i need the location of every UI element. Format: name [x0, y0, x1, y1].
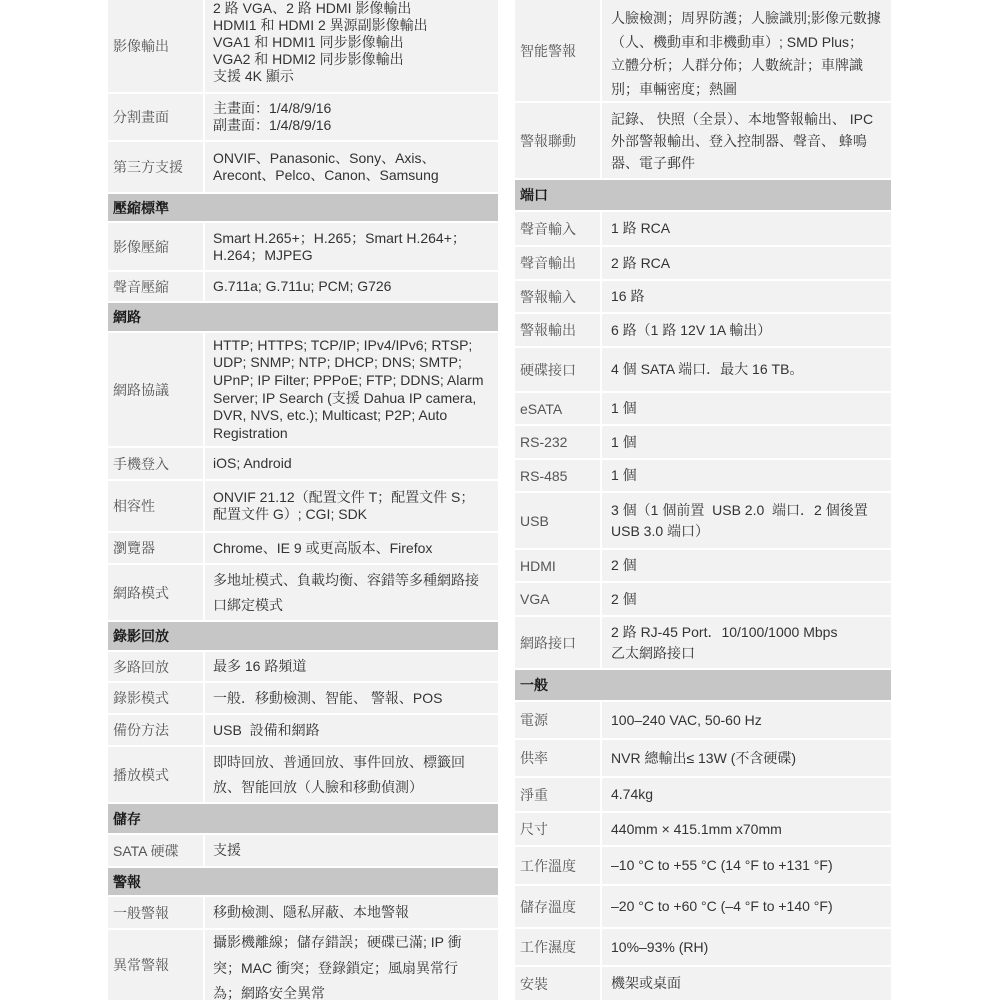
spec-table-right [515, 0, 891, 1000]
spec-row [515, 426, 891, 458]
spec-value-line: Registration [213, 424, 288, 441]
spec-label: 分割畫面 [108, 94, 203, 140]
spec-value [602, 702, 891, 738]
spec-value [602, 0, 891, 101]
spec-value-line: 3 個（1 個前置 USB 2.0 端口．2 個後置 [611, 501, 868, 518]
spec-label: eSATA [515, 393, 600, 424]
spec-row [515, 583, 891, 615]
spec-row [515, 0, 891, 101]
spec-value-line: 6 路（1 路 12V 1A 輸出） [611, 321, 772, 338]
spec-value-line: USB 設備和網路 [213, 721, 320, 738]
spec-value [602, 103, 891, 178]
section-header [108, 303, 498, 331]
spec-value-line: 為；網路安全異常 [213, 985, 325, 1000]
spec-value-line: 乙太網路接口 [611, 644, 695, 661]
spec-value-line: 副畫面：1/4/8/9/16 [213, 117, 332, 133]
spec-row [515, 813, 891, 845]
spec-row [515, 281, 891, 312]
spec-value-line: VGA1 和 HDMI1 同步影像輸出 [213, 34, 404, 50]
spec-value [205, 94, 498, 140]
section-header [515, 180, 891, 210]
spec-value-line: –20 °C to +60 °C (–4 °F to +140 °F) [611, 898, 833, 914]
section-header [108, 804, 498, 833]
spec-label: HDMI [515, 550, 600, 581]
spec-value-line: HDMI1 和 HDMI 2 異源副影像輸出 [213, 17, 428, 33]
spec-label: 安裝 [515, 967, 600, 1000]
section-title: 一般 [520, 677, 548, 693]
spec-value [602, 460, 891, 491]
spec-value-line: 2 路 RJ-45 Port．10/100/1000 Mbps [611, 623, 838, 640]
spec-value-line: DVR, NVS, etc.); Multicast; P2P; Auto [213, 407, 448, 424]
spec-row [108, 715, 498, 745]
spec-value-line: 移動檢測、隱私屏蔽、本地警報 [213, 904, 409, 920]
spec-value-line: G.711a; G.711u; PCM; G726 [213, 278, 392, 294]
spec-value-line: 主畫面：1/4/8/9/16 [213, 100, 332, 116]
spec-label: USB [515, 493, 600, 548]
spec-value-line: UDP; SNMP; NTP; DHCP; DNS; SMTP; [213, 354, 462, 371]
spec-value-line: HTTP; HTTPS; TCP/IP; IPv4/IPv6; RTSP; [213, 336, 473, 353]
spec-value-line: ONVIF 21.12（配置文件 T；配置文件 S； [213, 489, 475, 505]
spec-value [205, 142, 498, 192]
spec-value-line: NVR 總輸出≤ 13W (不含硬碟) [611, 749, 797, 766]
spec-value-line: （人、機動車和非機動車）; SMD Plus； [611, 33, 864, 50]
spec-row [515, 778, 891, 811]
spec-label: 電源 [515, 702, 600, 738]
section-title: 儲存 [113, 810, 141, 827]
spec-value-line: 1 個 [611, 467, 637, 483]
spec-value-line: iOS; Android [213, 455, 292, 471]
spec-value [205, 223, 498, 270]
spec-value [205, 652, 498, 681]
spec-value-line: 最多 16 路頻道 [213, 658, 307, 674]
spec-row [108, 481, 498, 531]
spec-label: 淨重 [515, 778, 600, 811]
spec-label: 聲音輸入 [515, 212, 600, 245]
spec-row [108, 223, 498, 270]
spec-value [602, 393, 891, 424]
spec-row [515, 702, 891, 738]
spec-value-line: 支援 [213, 842, 241, 858]
spec-value-line: 放、智能回放（人臉和移動偵測） [213, 778, 423, 795]
spec-label: 工作溫度 [515, 847, 600, 884]
spec-row [515, 460, 891, 491]
spec-row [515, 929, 891, 965]
spec-value [602, 929, 891, 965]
spec-row [108, 930, 498, 1000]
spec-value-line: Arecont、Pelco、Canon、Samsung [213, 167, 439, 183]
spec-value [602, 426, 891, 458]
spec-label: 硬碟接口 [515, 348, 600, 391]
spec-label: 聲音壓縮 [108, 272, 203, 301]
spec-row [515, 393, 891, 424]
spec-value-line: –10 °C to +55 °C (14 °F to +131 °F) [611, 857, 833, 873]
spec-value-line: 別；車輛密度；熱圖 [611, 80, 737, 97]
spec-row [515, 247, 891, 279]
spec-row [515, 847, 891, 884]
spec-value-line: H.264；MJPEG [213, 246, 313, 263]
spec-label: 供率 [515, 740, 600, 776]
spec-row [108, 142, 498, 192]
spec-value [205, 715, 498, 745]
spec-label: 異常警報 [108, 930, 203, 1000]
spec-value-line: 4 個 SATA 端口．最大 16 TB。 [611, 361, 804, 377]
spec-row [108, 835, 498, 866]
spec-label: 影像壓縮 [108, 223, 203, 270]
spec-row [108, 272, 498, 301]
spec-value-line: Chrome、IE 9 或更高版本、Firefox [213, 539, 433, 556]
spec-value [602, 813, 891, 845]
section-header [108, 194, 498, 221]
spec-value [602, 778, 891, 811]
spec-value-line: 1 個 [611, 433, 637, 450]
spec-row [108, 0, 498, 92]
spec-value-line: 口綁定模式 [213, 596, 283, 613]
section-title: 錄影回放 [113, 628, 169, 644]
spec-value-line: 一般．移動檢測、智能、 警報、POS [213, 689, 443, 706]
spec-value-line: 10%–93% (RH) [611, 938, 709, 955]
spec-label: 影像輸出 [108, 0, 203, 92]
spec-value [205, 533, 498, 563]
spec-value-line: 2 路 RCA [611, 254, 671, 271]
spec-value-line: 人臉檢測；周界防護；人臉識別;影像元數據 [611, 10, 881, 26]
spec-label: 相容性 [108, 481, 203, 531]
spec-value-line: 2 個 [611, 590, 637, 607]
spec-row [515, 886, 891, 927]
spec-value [205, 565, 498, 620]
section-header [108, 622, 498, 650]
spec-value [602, 617, 891, 668]
section-header [108, 868, 498, 895]
spec-value [602, 493, 891, 548]
spec-row [515, 967, 891, 1000]
spec-label: 網路協議 [108, 333, 203, 446]
spec-value-line: 突；MAC 衝突；登錄鎖定；風扇異常行 [213, 959, 458, 976]
spec-value-line: 440mm × 415.1mm x70mm [611, 820, 782, 837]
spec-value-line: Smart H.265+；H.265；Smart H.264+； [213, 229, 466, 246]
spec-row [515, 550, 891, 581]
spec-value-line: 即時回放、普通回放、事件回放、標籤回 [213, 753, 465, 770]
spec-label: RS-485 [515, 460, 600, 491]
spec-value-line: 攝影機離線；儲存錯誤；硬碟已滿; IP 衝 [213, 934, 462, 950]
spec-row [515, 348, 891, 391]
spec-label: 尺寸 [515, 813, 600, 845]
spec-label: 瀏覽器 [108, 533, 203, 563]
spec-value-line: 記錄、 快照（全景）、本地警報輸出、 IPC [611, 110, 874, 127]
spec-value [602, 550, 891, 581]
spec-value [602, 314, 891, 346]
spec-value-line: 1 個 [611, 400, 637, 416]
spec-label: 工作濕度 [515, 929, 600, 965]
spec-value-line: Server; IP Search (支援 Dahua IP camera, [213, 389, 477, 406]
spec-row [108, 94, 498, 140]
spec-row [108, 448, 498, 479]
spec-value [205, 0, 498, 92]
spec-value [602, 348, 891, 391]
spec-label: 錄影模式 [108, 683, 203, 713]
spec-value-line: 100–240 VAC, 50-60 Hz [611, 711, 762, 728]
spec-value-line: 多地址模式、負載均衡、容錯等多種網路接 [213, 571, 479, 588]
spec-label: 儲存溫度 [515, 886, 600, 927]
spec-value-line: 外部警報輸出、登入控制器、聲音、 蜂鳴 [611, 132, 867, 149]
spec-value [602, 886, 891, 927]
spec-label: 多路回放 [108, 652, 203, 681]
spec-row [515, 740, 891, 776]
spec-value-line: VGA2 和 HDMI2 同步影像輸出 [213, 51, 404, 67]
section-title: 網路 [113, 309, 141, 325]
spec-row [108, 652, 498, 681]
spec-value-line: 配置文件 G）; CGI; SDK [213, 506, 368, 522]
spec-value [205, 930, 498, 1000]
spec-label: 警報輸入 [515, 281, 600, 312]
spec-value-line: 器、電子郵件 [611, 154, 695, 171]
spec-value [602, 740, 891, 776]
spec-value-line: 2 個 [611, 557, 637, 573]
spec-value [602, 583, 891, 615]
spec-value-line: ONVIF、Panasonic、Sony、Axis、 [213, 150, 436, 166]
spec-row [108, 533, 498, 563]
spec-row [108, 897, 498, 928]
spec-label: 備份方法 [108, 715, 203, 745]
spec-value [205, 897, 498, 928]
spec-label: 網路模式 [108, 565, 203, 620]
spec-table-left [108, 0, 498, 1000]
spec-row [108, 683, 498, 713]
spec-label: SATA 硬碟 [108, 835, 203, 866]
spec-value [602, 212, 891, 245]
spec-row [515, 617, 891, 668]
spec-label: 警報聯動 [515, 103, 600, 178]
spec-row [515, 103, 891, 178]
spec-label: VGA [515, 583, 600, 615]
spec-label: 第三方支援 [108, 142, 203, 192]
section-header [515, 670, 891, 700]
spec-label: 播放模式 [108, 747, 203, 802]
spec-value [602, 281, 891, 312]
spec-row [515, 493, 891, 548]
section-title: 壓縮標準 [113, 199, 169, 216]
spec-value-line: 支援 4K 顯示 [213, 68, 294, 84]
spec-value [205, 683, 498, 713]
spec-label: 一般警報 [108, 897, 203, 928]
spec-row [515, 314, 891, 346]
spec-value [205, 333, 498, 446]
spec-value [205, 481, 498, 531]
spec-label: 網路接口 [515, 617, 600, 668]
spec-label: 警報輸出 [515, 314, 600, 346]
spec-value-line: USB 3.0 端口） [611, 522, 710, 539]
spec-label: 手機登入 [108, 448, 203, 479]
spec-value [205, 272, 498, 301]
spec-row [108, 565, 498, 620]
spec-value [205, 835, 498, 866]
spec-row [108, 747, 498, 802]
spec-value-line: 16 路 [611, 288, 645, 304]
spec-row [515, 212, 891, 245]
spec-value [205, 448, 498, 479]
spec-value-line: 2 路 VGA、2 路 HDMI 影像輸出 [213, 0, 412, 16]
spec-row [108, 333, 498, 446]
spec-label: 智能警報 [515, 0, 600, 101]
spec-value-line: 4.74kg [611, 786, 654, 802]
spec-label: RS-232 [515, 426, 600, 458]
spec-value-line: 1 路 RCA [611, 220, 671, 236]
spec-value [602, 847, 891, 884]
section-title: 端口 [520, 187, 548, 203]
spec-value [205, 747, 498, 802]
spec-value [602, 247, 891, 279]
spec-value-line: 立體分析；人群分佈；人數統計；車牌識 [611, 57, 863, 73]
spec-value-line: UPnP; IP Filter; PPPoE; FTP; DDNS; Alarm [213, 371, 484, 388]
spec-label: 聲音輸出 [515, 247, 600, 279]
spec-value [602, 967, 891, 1000]
section-title: 警報 [113, 873, 141, 890]
spec-value-line: 機架或桌面 [611, 975, 681, 991]
